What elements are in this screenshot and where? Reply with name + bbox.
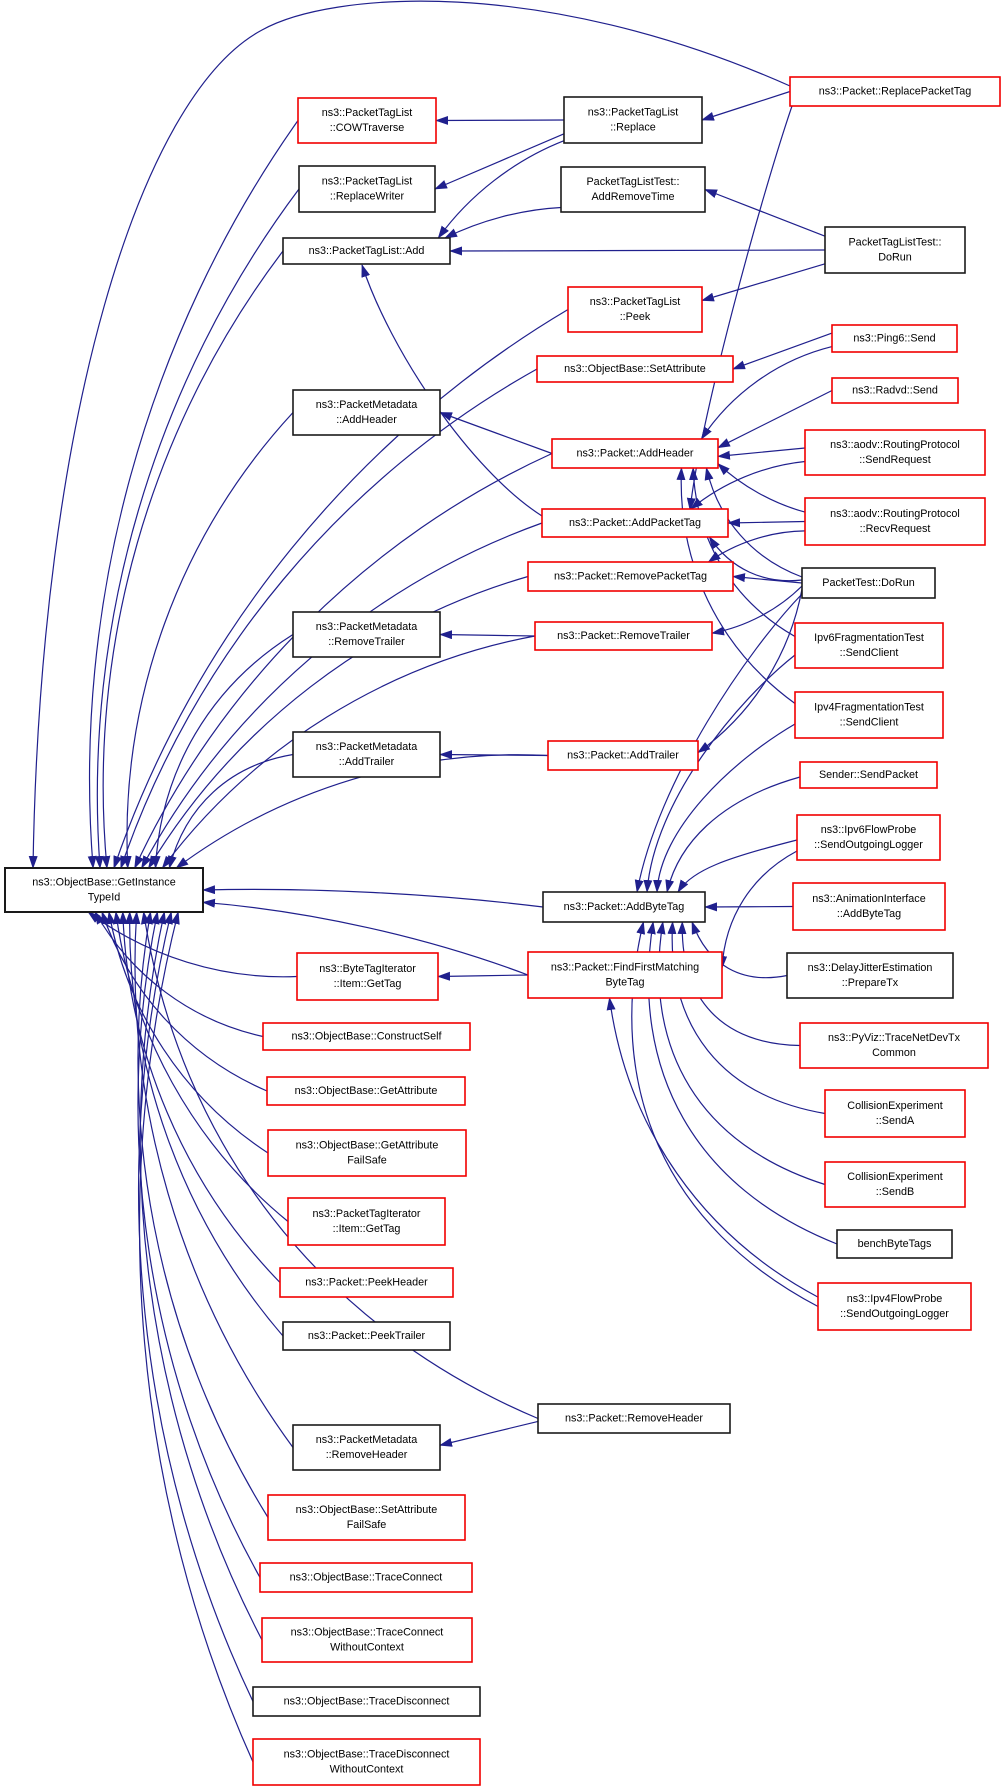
node-ptlt_dorun[interactable] [825,227,965,273]
node-box-cowtraverse[interactable] [298,98,436,143]
edge-tracedisconnectwc--getinstance [140,912,253,1762]
node-label-p_removeheader-line0: ns3::Packet::RemoveHeader [564,1412,704,1425]
node-label-delayjitter-line0: ns3::DelayJitterEstimation [807,962,933,974]
edge-ipv4flowprobe--p_findfirst [609,998,818,1297]
node-label-ipv6frag-line0: Ipv6FragmentationTest [814,632,924,644]
node-label-pm_addheader-line1: ::AddHeader [336,414,397,426]
node-pyviz[interactable] [800,1023,988,1068]
node-box-ipv4frag[interactable] [795,692,943,738]
node-aodv_sendrequest[interactable] [805,430,985,475]
node-label-tracedisconnectwc-line1: WithoutContext [329,1763,404,1776]
edge-packettest_dorun--p_addtrailer [698,589,802,753]
node-p_addtrailer[interactable] [548,741,698,770]
node-label-peekheader-line0: ns3::Packet::PeekHeader [305,1276,428,1289]
node-label-p_addtrailer-line0: ns3::Packet::AddTrailer [567,749,679,762]
node-label-p_removepackettag-line0: ns3::Packet::RemovePacketTag [553,570,708,583]
node-box-pm_removeheader[interactable] [293,1425,440,1470]
node-label-setattrfailsafe-line1: FailSafe [346,1519,387,1531]
node-box-pm_addheader[interactable] [293,390,440,435]
node-label-ipv4frag-line0: Ipv4FragmentationTest [814,701,924,714]
node-label-pm_removetrailer-line0: ns3::PacketMetadata [315,621,418,633]
node-bytetagiter_gettag[interactable] [297,953,438,1000]
node-label-pyviz-line0: ns3::PyViz::TraceNetDevTx [827,1032,961,1044]
edge-setattrfailsafe--getinstance [138,912,268,1518]
node-label-ptl_add-line0: ns3::PacketTagList::Add [308,245,425,257]
node-label-getattrfailsafe-line0: ns3::ObjectBase::GetAttribute [295,1139,439,1152]
node-pm_removetrailer[interactable] [293,612,440,657]
node-label-pm_addtrailer-line1: ::AddTrailer [338,756,395,768]
node-label-p_addbytetag-line0: ns3::Packet::AddByteTag [563,901,685,913]
edge-anim_addbytetag--p_addbytetag [705,907,793,908]
edge-aodv_sendrequest--p_addheader [718,448,805,456]
node-box-setattrfailsafe[interactable] [268,1495,465,1540]
node-label-packettagiter_gettag-line0: ns3::PacketTagIterator [312,1208,421,1220]
node-box-p_findfirst[interactable] [528,952,722,998]
node-label-aodv_recvrequest-line1: ::RecvRequest [859,523,931,535]
node-label-pm_addheader-line0: ns3::PacketMetadata [315,399,418,411]
node-label-p_findfirst-line1: ByteTag [605,976,645,989]
node-label-bytetagiter_gettag-line0: ns3::ByteTagIterator [319,963,416,975]
node-label-aodv_recvrequest-line0: ns3::aodv::RoutingProtocol [830,508,960,520]
node-packettest_dorun[interactable] [802,568,935,598]
node-peektrailer[interactable] [283,1322,450,1350]
node-label-radvd_send-line0: ns3::Radvd::Send [852,384,938,397]
node-peekheader[interactable] [280,1268,453,1297]
node-label-delayjitter-line1: ::PrepareTx [841,977,899,989]
node-replacewriter[interactable] [299,166,435,212]
node-label-pm_removeheader-line0: ns3::PacketMetadata [315,1434,418,1446]
edge-p_removeheader--pm_removeheader [440,1421,538,1445]
node-label-getinstance-line0: ns3::ObjectBase::GetInstance [32,876,176,889]
node-label-collision_sendb-line1: ::SendB [875,1186,915,1198]
node-label-pm_addtrailer-line0: ns3::PacketMetadata [315,741,418,753]
node-p_addbytetag[interactable] [543,892,705,922]
node-label-aodv_sendrequest-line0: ns3::aodv::RoutingProtocol [830,439,960,451]
edge-aodv_recvrequest--p_addpackettag [728,522,805,524]
node-getattribute[interactable] [267,1077,465,1105]
node-label-p_addheader-line0: ns3::Packet::AddHeader [576,447,694,460]
node-box-getattrfailsafe[interactable] [268,1130,466,1176]
edge-pm_addheader--getinstance [127,413,293,869]
node-box-bytetagiter_gettag[interactable] [297,953,438,1000]
edge-ptl_replace--replacewriter [435,134,564,189]
node-p_removeheader[interactable] [538,1404,730,1433]
node-label-tracedisconnectwc-line0: ns3::ObjectBase::TraceDisconnect [283,1748,450,1761]
node-label-collision_senda-line1: ::SendA [875,1115,915,1127]
node-pm_removeheader[interactable] [293,1425,440,1470]
node-label-ptlt_dorun-line1: DoRun [878,251,912,264]
node-label-getattrfailsafe-line1: FailSafe [347,1154,387,1167]
node-label-cowtraverse-line0: ns3::PacketTagList [321,107,413,119]
node-label-ptlt_addremovetime-line0: PacketTagListTest:: [586,176,680,188]
edge-p_addbytetag--getinstance [203,889,543,907]
node-box-collision_senda[interactable] [825,1090,965,1137]
edge-ptl_replace--cowtraverse [436,120,564,121]
node-ptl_replace[interactable] [564,97,702,143]
node-label-anim_addbytetag-line1: ::AddByteTag [836,908,902,920]
edge-p_findfirst--bytetagiter_gettag [438,975,528,977]
node-label-ipv6flowprobe-line0: ns3::Ipv6FlowProbe [820,824,917,836]
edge-traceconnect--getinstance [138,912,260,1578]
node-box-pm_addtrailer[interactable] [293,732,440,777]
node-box-aodv_recvrequest[interactable] [805,498,985,545]
node-label-pm_removeheader-line1: ::RemoveHeader [325,1449,408,1461]
node-traceconnect[interactable] [260,1563,472,1592]
node-label-tracedisconnect-line0: ns3::ObjectBase::TraceDisconnect [283,1695,450,1708]
node-label-traceconnectwc-line1: WithoutContext [330,1641,404,1654]
edge-ptl_replace--ptl_add [438,141,564,238]
node-p_replacepackettag[interactable] [790,77,1000,106]
node-box-packettagiter_gettag[interactable] [288,1198,445,1245]
edge-ipv6flowprobe--p_findfirst [722,851,797,968]
node-label-getinstance-line1: TypeId [87,891,121,904]
node-getattrfailsafe[interactable] [268,1130,466,1176]
node-label-ptl_peek-line1: ::Peek [619,311,651,323]
edge-tracedisconnect--getinstance [139,912,253,1702]
node-collision_sendb[interactable] [825,1162,965,1207]
edge-packettest_dorun--p_removepackettag [733,577,802,584]
node-label-constructself-line0: ns3::ObjectBase::ConstructSelf [291,1030,442,1043]
node-p_addpackettag[interactable] [542,509,728,537]
node-box-collision_sendb[interactable] [825,1162,965,1207]
node-label-ptl_replace-line0: ns3::PacketTagList [587,106,679,119]
node-label-ipv4frag-line1: ::SendClient [839,716,899,729]
node-label-ptlt_dorun-line0: PacketTagListTest:: [848,236,942,249]
node-box-ptlt_addremovetime[interactable] [561,167,705,212]
node-box-delayjitter[interactable] [787,953,953,998]
node-label-collision_senda-line0: CollisionExperiment [847,1100,943,1112]
node-label-getattribute-line0: ns3::ObjectBase::GetAttribute [294,1085,438,1097]
edge-ipv6frag--p_addbytetag [647,655,795,892]
edge-collision_senda--p_addbytetag [672,922,825,1114]
node-aodv_recvrequest[interactable] [805,498,985,545]
edge-bytetagiter_gettag--getinstance [88,912,297,977]
edge-pm_addtrailer--getinstance [169,755,293,869]
edge-getattrfailsafe--getinstance [109,912,268,1153]
node-label-ipv6frag-line1: ::SendClient [839,647,899,659]
node-label-collision_sendb-line0: CollisionExperiment [847,1171,943,1183]
node-label-sender_sendpacket-line0: Sender::SendPacket [818,769,919,781]
node-label-ping6_send-line0: ns3::Ping6::Send [853,332,936,345]
node-box-ipv6frag[interactable] [795,623,943,668]
node-label-traceconnectwc-line0: ns3::ObjectBase::TraceConnect [290,1626,444,1639]
edge-traceconnectwc--getinstance [140,912,262,1640]
node-pm_addheader[interactable] [293,390,440,435]
node-label-benchbytetags-line0: benchByteTags [857,1238,932,1250]
node-label-anim_addbytetag-line0: ns3::AnimationInterface [812,893,926,905]
node-label-packettagiter_gettag-line1: ::Item::GetTag [332,1223,401,1235]
node-label-pyviz-line1: Common [872,1047,916,1059]
edge-p_addheader--getinstance [135,454,552,869]
node-label-setattrfailsafe-line0: ns3::ObjectBase::SetAttribute [295,1504,438,1516]
edge-ptlt_dorun--ptlt_addremovetime [705,190,825,237]
node-pm_addtrailer[interactable] [293,732,440,777]
edge-p_replacepackettag--ptl_replace [702,92,790,121]
node-label-p_findfirst-line0: ns3::Packet::FindFirstMatching [550,961,700,974]
node-box-ptlt_dorun[interactable] [825,227,965,273]
node-label-peektrailer-line0: ns3::Packet::PeekTrailer [307,1330,426,1342]
node-anim_addbytetag[interactable] [793,883,945,930]
node-p_findfirst[interactable] [528,952,722,998]
edge-sender_sendpacket--p_addbytetag [667,777,800,892]
node-label-pm_removetrailer-line1: ::RemoveTrailer [328,636,405,648]
node-traceconnectwc[interactable] [262,1618,472,1662]
node-collision_senda[interactable] [825,1090,965,1137]
node-label-setattribute-line0: ns3::ObjectBase::SetAttribute [564,363,706,375]
edge-pm_removetrailer--getinstance [155,635,293,869]
edge-cowtraverse--getinstance [90,121,298,869]
node-label-cowtraverse-line1: ::COWTraverse [329,122,405,134]
node-ipv6frag[interactable] [795,623,943,668]
node-label-ptl_replace-line1: ::Replace [610,121,656,134]
node-label-ptl_peek-line0: ns3::PacketTagList [589,296,681,308]
node-label-p_removetrailer-line0: ns3::Packet::RemoveTrailer [557,630,690,642]
node-box-anim_addbytetag[interactable] [793,883,945,930]
node-tracedisconnect[interactable] [253,1687,480,1716]
node-label-bytetagiter_gettag-line1: ::Item::GetTag [333,978,402,990]
node-ping6_send[interactable] [832,325,957,352]
edge-ipv6frag--p_addheader [693,468,795,637]
node-cowtraverse[interactable] [298,98,436,143]
edge-ipv6flowprobe--p_addbytetag [678,840,797,892]
node-benchbytetags[interactable] [837,1230,952,1258]
node-label-ipv6flowprobe-line1: ::SendOutgoingLogger [814,839,923,851]
node-label-packettest_dorun-line0: PacketTest::DoRun [822,577,915,589]
node-box-ipv4flowprobe[interactable] [818,1283,971,1330]
node-box-aodv_sendrequest[interactable] [805,430,985,475]
node-ptlt_addremovetime[interactable] [561,167,705,212]
node-sender_sendpacket[interactable] [800,762,937,788]
node-box-ptl_peek[interactable] [568,287,702,332]
node-box-pm_removetrailer[interactable] [293,612,440,657]
node-ipv6flowprobe[interactable] [797,815,940,860]
node-p_addheader[interactable] [552,439,718,468]
node-label-p_addpackettag-line0: ns3::Packet::AddPacketTag [568,517,702,529]
node-getinstance [5,868,203,912]
node-tracedisconnectwc[interactable] [253,1739,480,1785]
node-ptl_peek[interactable] [568,287,702,332]
node-ipv4frag[interactable] [795,692,943,738]
node-ptl_add[interactable] [283,238,450,264]
edge-ptlt_addremovetime--ptl_add [445,208,561,239]
node-label-p_replacepackettag-line0: ns3::Packet::ReplacePacketTag [818,85,972,98]
node-box-ptl_replace[interactable] [564,97,702,143]
node-p_removetrailer[interactable] [535,622,712,650]
node-setattribute[interactable] [537,356,733,382]
node-packettagiter_gettag[interactable] [288,1198,445,1245]
edge-pm_removeheader--getinstance [135,912,293,1448]
node-box-getinstance [5,868,203,912]
edge-p_addpackettag--getinstance [142,523,542,868]
node-label-ptlt_addremovetime-line1: AddRemoveTime [591,191,675,203]
node-label-aodv_sendrequest-line1: ::SendRequest [859,454,931,466]
node-label-traceconnect-line0: ns3::ObjectBase::TraceConnect [289,1571,443,1584]
node-label-replacewriter-line0: ns3::PacketTagList [321,175,413,188]
node-box-tracedisconnectwc[interactable] [253,1739,480,1785]
node-box-traceconnectwc[interactable] [262,1618,472,1662]
edge-ptlt_dorun--ptl_peek [702,264,825,301]
node-box-pyviz[interactable] [800,1023,988,1068]
node-label-ipv4flowprobe-line1: ::SendOutgoingLogger [840,1308,949,1320]
node-label-replacewriter-line1: ::ReplaceWriter [329,190,405,203]
node-box-replacewriter[interactable] [299,166,435,212]
edge-p_removetrailer--pm_removetrailer [440,635,535,637]
node-constructself[interactable] [263,1023,470,1050]
node-label-ipv4flowprobe-line0: ns3::Ipv4FlowProbe [846,1293,943,1305]
edge-constructself--getinstance [95,912,263,1037]
node-ipv4flowprobe[interactable] [818,1283,971,1330]
node-radvd_send[interactable] [832,378,958,403]
node-setattrfailsafe[interactable] [268,1495,465,1540]
node-p_removepackettag[interactable] [528,562,733,591]
node-box-ipv6flowprobe[interactable] [797,815,940,860]
node-delayjitter[interactable] [787,953,953,998]
edge-ptlt_dorun--ptl_add [450,250,825,251]
